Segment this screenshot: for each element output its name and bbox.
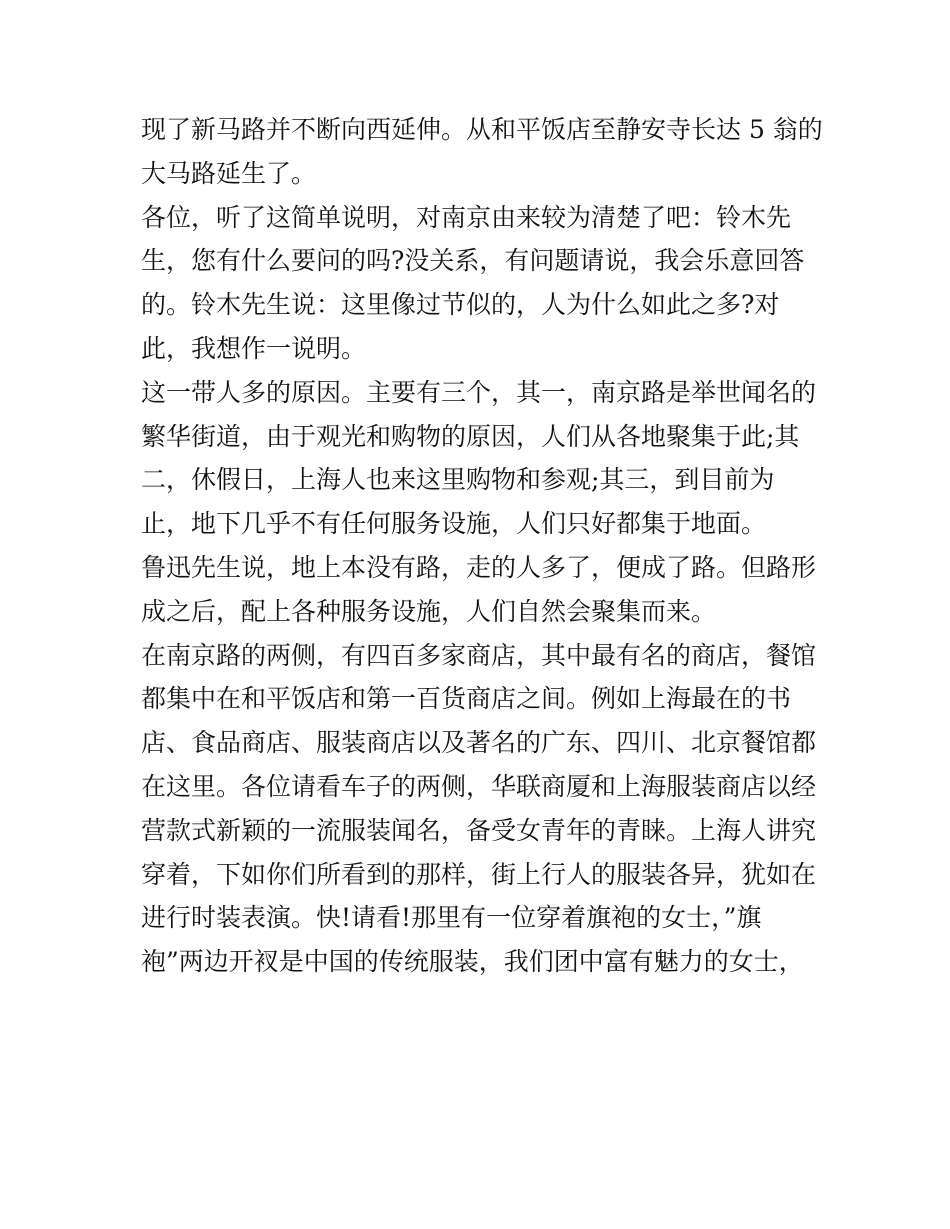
text-line: 这一带人多的原因。主要有三个，其一，南京路是举世闻名的 (141, 377, 817, 407)
text-line: 在南京路的两侧，有四百多家商店，其中最有名的商店，餐馆 (141, 640, 817, 670)
text-line: 进行时装表演。快!请看!那里有一位穿着旗袍的女士，”旗 (141, 903, 762, 933)
text-line: 繁华街道，由于观光和购物的原因，人们从各地聚集于此;其 (141, 421, 800, 451)
text-line: 鲁迅先生说，地上本没有路，走的人多了，便成了路。但路形 (141, 552, 817, 582)
text-line: 此，我想作一说明。 (141, 333, 367, 363)
text-line: 大马路延生了。 (141, 158, 317, 188)
text-line: 止，地下几乎不有任何服务设施，人们只好都集于地面。 (141, 509, 767, 539)
text-line: 的。铃木先生说：这里像过节似的，人为什么如此之多?对 (141, 290, 780, 320)
text-line: 营款式新颖的一流服装闻名，备受女青年的青睐。上海人讲究 (141, 815, 817, 845)
text-line: 在这里。各位请看车子的两侧，华联商厦和上海服装商店以经 (141, 771, 817, 801)
body-text (141, 108, 821, 984)
text-line: 成之后，配上各种服务设施，人们自然会聚集而来。 (141, 596, 717, 626)
text-line: 现了新马路并不断向西延伸。从和平饭店至静安寺长达 5 翁的 (141, 115, 823, 144)
text-line: 生，您有什么要问的吗?没关系，有问题请说，我会乐意回答 (141, 246, 805, 276)
text-line: 二，休假日，上海人也来这里购物和参观;其三，到目前为 (141, 465, 775, 495)
text-line: 各位，听了这简单说明，对南京由来较为清楚了吧：铃木先 (141, 202, 792, 232)
text-line: 都集中在和平饭店和第一百货商店之间。例如上海最在的书 (141, 684, 792, 714)
text-line: 店、食品商店、服装商店以及著名的广东、四川、北京餐馆都 (141, 728, 817, 758)
text-line: 穿着，下如你们所看到的那样，街上行人的服装各异，犹如在 (141, 859, 817, 889)
text-line: 袍”两边开衩是中国的传统服装，我们团中富有魅力的女士， (141, 947, 804, 977)
